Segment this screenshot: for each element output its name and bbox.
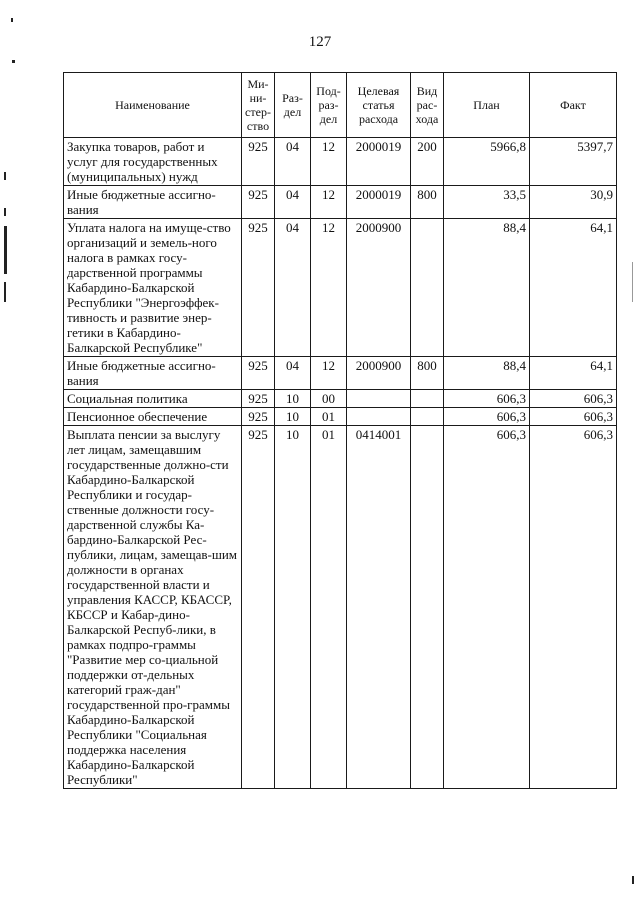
table-row [64, 357, 617, 390]
row-plan: 88,4 [444, 357, 530, 390]
scan-mark [12, 60, 15, 63]
row-ministry: 925 [242, 186, 275, 219]
row-plan: 606,3 [444, 426, 530, 789]
table-row [64, 408, 617, 426]
row-section: 04 [275, 138, 311, 186]
header-plan: План [444, 73, 530, 138]
row-subsection: 01 [311, 426, 347, 789]
row-section: 04 [275, 186, 311, 219]
row-target-article: 2000019 [347, 186, 411, 219]
row-section: 04 [275, 357, 311, 390]
page-number: 127 [308, 34, 332, 50]
row-target-article: 2000019 [347, 138, 411, 186]
row-plan: 88,4 [444, 219, 530, 357]
row-fact: 606,3 [530, 426, 617, 789]
header-expense-type: Вид рас- хода [411, 73, 444, 138]
scan-mark [11, 18, 13, 22]
row-plan: 606,3 [444, 408, 530, 426]
row-ministry: 925 [242, 219, 275, 357]
header-section: Раз- дел [275, 73, 311, 138]
table-header-row [64, 73, 617, 138]
row-subsection: 12 [311, 219, 347, 357]
table-row [64, 219, 617, 357]
row-ministry: 925 [242, 390, 275, 408]
row-name: Закупка товаров, работ и услуг для государственных (муниципальных) нужд [64, 138, 242, 186]
scan-mark [4, 282, 6, 302]
row-expense-type [411, 426, 444, 789]
row-name: Социальная политика [64, 390, 242, 408]
row-name: Иные бюджетные ассигно-вания [64, 186, 242, 219]
row-name: Иные бюджетные ассигно-вания [64, 357, 242, 390]
row-section: 04 [275, 219, 311, 357]
row-target-article: 2000900 [347, 219, 411, 357]
table-row [64, 138, 617, 186]
scan-mark [4, 208, 6, 216]
row-expense-type [411, 219, 444, 357]
row-expense-type [411, 408, 444, 426]
table-row [64, 390, 617, 408]
scan-mark [632, 262, 633, 302]
scan-mark [632, 876, 634, 884]
row-expense-type: 200 [411, 138, 444, 186]
row-target-article [347, 390, 411, 408]
row-plan: 606,3 [444, 390, 530, 408]
header-name: Наименование [64, 73, 242, 138]
row-name: Уплата налога на имуще-ство организаций и земель-ного налога в рамках госу-дарственной программы Кабардино-Балкарской Республики "Энергоэффек-тивность и развитие энер-гетики в Кабардино-Балкарской Республике" [64, 219, 242, 357]
row-plan: 33,5 [444, 186, 530, 219]
table-row [64, 186, 617, 219]
row-plan: 5966,8 [444, 138, 530, 186]
budget-table [63, 72, 617, 789]
row-subsection: 12 [311, 357, 347, 390]
scan-mark [4, 226, 7, 274]
header-fact: Факт [530, 73, 617, 138]
row-target-article [347, 408, 411, 426]
header-target-article: Целевая статья расхода [347, 73, 411, 138]
row-subsection: 12 [311, 138, 347, 186]
row-fact: 5397,7 [530, 138, 617, 186]
row-fact: 64,1 [530, 219, 617, 357]
row-expense-type: 800 [411, 186, 444, 219]
row-section: 10 [275, 408, 311, 426]
header-ministry: Ми- ни- стер- ство [242, 73, 275, 138]
row-fact: 64,1 [530, 357, 617, 390]
row-ministry: 925 [242, 138, 275, 186]
row-target-article: 0414001 [347, 426, 411, 789]
row-ministry: 925 [242, 426, 275, 789]
table-row [64, 426, 617, 789]
row-fact: 606,3 [530, 408, 617, 426]
row-name: Выплата пенсии за выслугу лет лицам, замещавшим государственные должно-сти Кабардино-Балкарской Республики и государ-ственные должности госу-дарственной службы Ка-бардино-Балкарской Рес-публики, лицам, замещав-шим должности в органах государственной власти и управления КАССР, КБАССР, КБССР и Кабар-дино-Балкарской Респуб-лики, в рамках подпро-граммы "Развитие мер со-циальной поддержки от-дельных категорий граж-дан" государственной про-граммы Кабардино-Балкарской Республики "Социальная поддержка населения Кабардино-Балкарской Республики" [64, 426, 242, 789]
row-subsection: 12 [311, 186, 347, 219]
scan-mark [4, 172, 6, 180]
row-expense-type [411, 390, 444, 408]
row-fact: 30,9 [530, 186, 617, 219]
row-section: 10 [275, 426, 311, 789]
row-fact: 606,3 [530, 390, 617, 408]
row-section: 10 [275, 390, 311, 408]
header-subsection: Под- раз- дел [311, 73, 347, 138]
row-subsection: 01 [311, 408, 347, 426]
row-subsection: 00 [311, 390, 347, 408]
row-expense-type: 800 [411, 357, 444, 390]
row-ministry: 925 [242, 408, 275, 426]
row-ministry: 925 [242, 357, 275, 390]
row-target-article: 2000900 [347, 357, 411, 390]
row-name: Пенсионное обеспечение [64, 408, 242, 426]
